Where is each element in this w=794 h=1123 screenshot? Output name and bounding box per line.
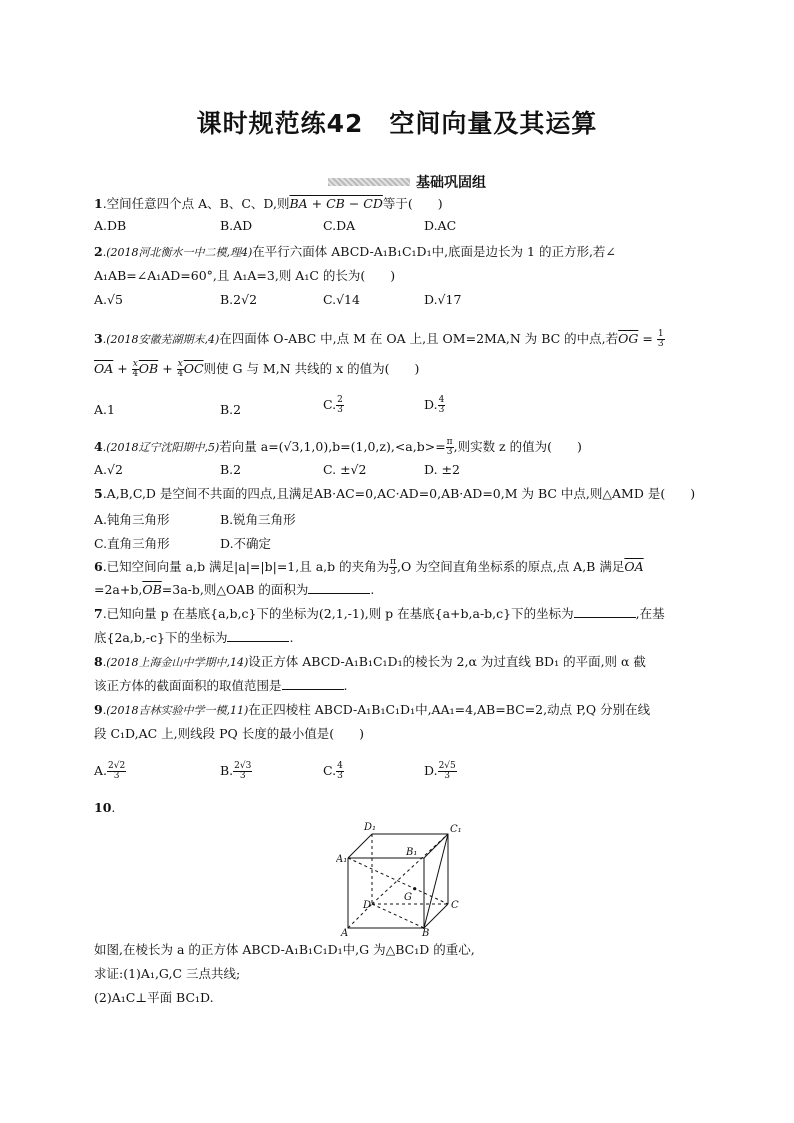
vector-ob: $\overline{OB}$	[138, 361, 159, 376]
question-text: 等于( )	[382, 196, 443, 211]
question-text: =3a-b,则△OAB 的面积为	[161, 582, 309, 597]
vector-ob: $\overline{OB}$	[142, 582, 162, 597]
question-8-stem-line2	[94, 678, 348, 694]
label-a1: A₁	[336, 854, 348, 865]
option-label: C.	[323, 397, 337, 412]
question-number: 7	[94, 606, 103, 621]
question-text: 底{2a,b,-c}下的坐标为	[94, 630, 228, 645]
question-7-stem-line2	[94, 630, 293, 646]
question-2-stem-line1	[94, 244, 616, 261]
option-b: B.2	[220, 462, 242, 477]
label-c1: C₁	[450, 824, 462, 835]
option-label: C.	[323, 763, 337, 778]
question-text: 该正方体的截面面积的取值范围是	[94, 678, 282, 693]
equals-sign: =	[642, 331, 657, 346]
question-text: 设正方体 ABCD-A₁B₁C₁D₁的棱长为 2,α 为过直线 BD₁ 的平面,则 α 截	[248, 654, 646, 669]
question-source: .(2018河北衡水一中二模,理4)	[102, 246, 253, 259]
section-title: 基础巩固组	[416, 175, 486, 191]
numerator: 2√5	[438, 761, 456, 771]
option-b: B.锐角三角形	[220, 512, 296, 527]
hidden-diagonal-a1-c	[348, 858, 448, 904]
option-b: B.AD	[220, 218, 253, 233]
fraction-x-over-4	[177, 360, 184, 379]
option-a: A.DB	[94, 218, 127, 233]
question-source: .(2018上海金山中学期中,14)	[102, 656, 249, 669]
vector-expression: BA + CB − CD	[289, 196, 383, 211]
question-10-text-line2: 求证:(1)A₁,G,C 三点共线;	[94, 966, 241, 981]
label-g: G	[404, 892, 412, 903]
label-b: B	[422, 928, 430, 936]
section-header	[328, 172, 486, 192]
question-text: .空间任意四个点 A、B、C、D,则	[102, 196, 290, 211]
question-number: 8	[94, 654, 103, 669]
fraction	[438, 762, 457, 781]
diagonal-c1-b	[424, 834, 448, 928]
denominator: 3	[239, 771, 246, 781]
label-b1: B₁	[406, 847, 418, 858]
answer-blank[interactable]	[308, 582, 370, 594]
question-source: .(2018辽宁沈阳期中,5)	[102, 441, 220, 454]
question-text: ,在基	[635, 606, 665, 621]
question-3-stem-line2	[94, 360, 419, 379]
option-d	[424, 396, 445, 415]
question-6-stem-line1	[94, 558, 644, 577]
option-b	[220, 762, 252, 781]
option-d: D.不确定	[220, 536, 272, 551]
denominator: 3	[337, 771, 343, 781]
numerator: 4	[438, 395, 445, 405]
option-a: A.1	[94, 402, 115, 417]
fraction-pi-over-3	[446, 438, 454, 457]
option-label: A.	[94, 763, 108, 778]
question-text: =2a+b,	[94, 582, 143, 597]
label-d: D	[363, 900, 372, 911]
question-number: 6	[94, 559, 103, 574]
answer-blank[interactable]	[574, 606, 636, 618]
question-source: .(2018安徽芜湖期末,4)	[102, 333, 220, 346]
section-decor-bar	[328, 178, 410, 186]
label-a: A	[341, 928, 349, 936]
question-2-stem-line2: A₁AB=∠A₁AD=60°,且 A₁A=3,则 A₁C 的长为( )	[94, 268, 396, 283]
fraction-pi-over-3	[389, 558, 397, 577]
denominator: 3	[390, 567, 396, 577]
question-3-stem-line1	[94, 330, 665, 349]
numerator: x	[132, 359, 138, 369]
numerator: 1	[657, 329, 664, 339]
option-label: D.	[424, 397, 438, 412]
question-text: 在四面体 O-ABC 中,点 M 在 OA 上,且 OM=2MA,N 为 BC 的中点,若	[219, 331, 619, 346]
option-c	[323, 396, 344, 415]
question-10-text-line1: 如图,在棱长为 a 的正方体 ABCD-A₁B₁C₁D₁中,G 为△BC₁D 的重心,	[94, 942, 475, 957]
option-label: D.	[424, 763, 438, 778]
question-text: .已知向量 p 在基底{a,b,c}下的坐标为(2,1,-1),则 p 在基底{a+b,a-b,c}下的坐标为	[102, 606, 574, 621]
option-c	[323, 762, 344, 781]
fraction	[107, 762, 126, 781]
question-number: 2	[94, 244, 103, 259]
fraction	[336, 396, 344, 415]
question-6-stem-line2	[94, 582, 374, 598]
period: .	[289, 630, 294, 645]
denominator: 3	[337, 405, 343, 415]
plus-sign: +	[158, 361, 177, 376]
question-number: 1	[94, 196, 103, 211]
question-dot: .	[111, 800, 116, 815]
option-c: C.直角三角形	[94, 536, 170, 551]
option-d: D.√17	[424, 292, 462, 307]
option-d: D. ±2	[424, 462, 460, 477]
question-text: .A,B,C,D 是空间不共面的四点,且满足AB·AC=0,AC·AD=0,AB·AD=0,M 为 BC 中点,则△AMD 是( )	[102, 486, 696, 501]
vector-og: $\overline{OG}$	[618, 331, 639, 346]
option-a	[94, 762, 126, 781]
question-7-stem-line1	[94, 606, 665, 622]
question-10-header	[94, 800, 115, 816]
numerator: 2	[337, 395, 343, 405]
vector-oc: $\overline{OC}$	[183, 361, 204, 376]
denominator: 3	[438, 405, 445, 415]
centroid-point-g	[413, 887, 416, 890]
fraction	[438, 396, 446, 415]
question-text: ,O 为空间直角坐标系的原点,点 A,B 满足	[397, 559, 625, 574]
option-c: C.DA	[323, 218, 356, 233]
question-1-stem	[94, 196, 443, 212]
plus-sign: +	[113, 361, 132, 376]
numerator: 2√3	[234, 761, 252, 771]
vector-oa: $\overline{OA}$	[94, 361, 114, 376]
question-text: .已知空间向量 a,b 满足|a|=|b|=1,且 a,b 的夹角为	[102, 559, 390, 574]
option-b: B.2	[220, 402, 242, 417]
cube-front-face	[348, 858, 424, 928]
numerator: 2√2	[108, 761, 126, 771]
option-d	[424, 762, 457, 781]
label-d1: D₁	[364, 822, 377, 833]
cube-figure	[336, 818, 466, 936]
fraction	[336, 762, 344, 781]
question-source: .(2018吉林实验中学一模,11)	[102, 704, 249, 717]
question-9-stem-line1	[94, 702, 650, 719]
page-title: 课时规范练42 空间向量及其运算	[196, 109, 598, 138]
question-text: 在正四棱柱 ABCD-A₁B₁C₁D₁中,AA₁=4,AB=BC=2,动点 P,Q 分别在线	[248, 702, 651, 717]
denominator: 4	[177, 369, 184, 379]
question-text: 在平行六面体 ABCD-A₁B₁C₁D₁中,底面是边长为 1 的正方形,若∠	[252, 244, 616, 259]
question-text: 则使 G 与 M,N 共线的 x 的值为( )	[203, 361, 420, 376]
question-number: 4	[94, 439, 103, 454]
question-10-text-line3: (2)A₁C⊥平面 BC₁D.	[94, 990, 214, 1005]
option-a: A.√5	[94, 292, 123, 307]
option-a: A.√2	[94, 462, 123, 477]
answer-blank[interactable]	[227, 630, 289, 642]
option-c: C. ±√2	[323, 462, 367, 477]
question-text: ,则实数 z 的值为( )	[453, 439, 582, 454]
question-number: 10	[94, 800, 112, 815]
option-label: B.	[220, 763, 234, 778]
numerator: 4	[337, 761, 343, 771]
vector-oa: $\overline{OA}$	[624, 559, 644, 574]
numerator: π	[390, 557, 397, 567]
denominator: 3	[446, 447, 453, 457]
label-c: C	[451, 900, 459, 911]
fraction	[233, 762, 252, 781]
question-4-stem	[94, 438, 582, 457]
denominator: 3	[444, 771, 451, 781]
period: .	[343, 678, 348, 693]
question-number: 9	[94, 702, 103, 717]
answer-blank[interactable]	[282, 678, 344, 690]
edge-a1-d1	[348, 834, 372, 858]
question-5-stem	[94, 486, 695, 502]
denominator: 3	[657, 339, 664, 349]
denominator: 4	[132, 369, 139, 379]
hidden-diagonal-d-b	[372, 904, 424, 928]
period: .	[370, 582, 375, 597]
fraction-x-over-4	[132, 360, 139, 379]
question-8-stem-line1	[94, 654, 646, 671]
edge-b-c	[424, 904, 448, 928]
question-number: 5	[94, 486, 103, 501]
question-text: 若向量 a=(√3,1,0),b=(1,0,z),<a,b>=	[219, 439, 446, 454]
option-b: B.2√2	[220, 292, 258, 307]
denominator: 3	[113, 771, 120, 781]
fraction-one-third	[657, 330, 665, 349]
question-number: 3	[94, 331, 103, 346]
option-a: A.钝角三角形	[94, 512, 170, 527]
numerator: π	[446, 437, 453, 447]
option-c: C.√14	[323, 292, 360, 307]
question-9-stem-line2: 段 C₁D,AC 上,则线段 PQ 长度的最小值是( )	[94, 726, 364, 741]
numerator: x	[177, 359, 183, 369]
option-d: D.AC	[424, 218, 457, 233]
